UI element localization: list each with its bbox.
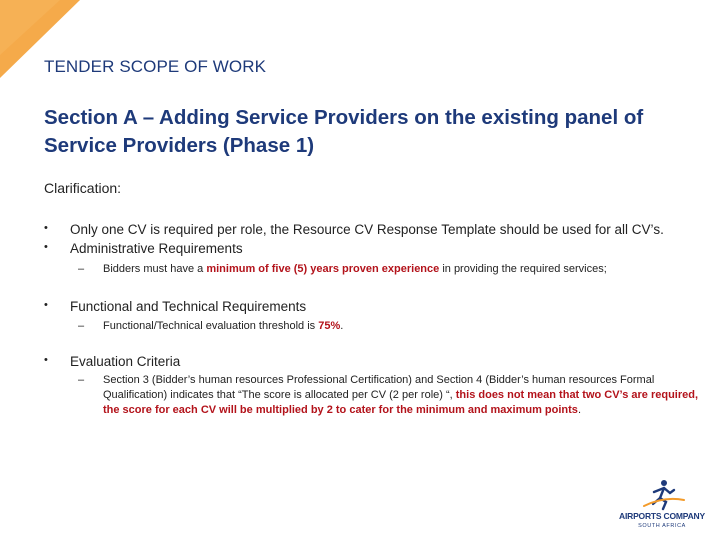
slide-label: TENDER SCOPE OF WORK bbox=[44, 57, 267, 76]
logo-subtitle: SOUTH AFRICA bbox=[638, 523, 686, 529]
bullet-functional-text: Functional and Technical Requirements bbox=[70, 299, 307, 314]
slide-title: Section A – Adding Service Providers on the existing panel of Service Providers (Phase 1) bbox=[44, 106, 644, 157]
bullet-marker: • bbox=[44, 241, 48, 253]
bullet-admin-text: Administrative Requirements bbox=[70, 241, 243, 256]
dash-marker: – bbox=[78, 320, 85, 332]
evaluation-highlight: this does not mean that two CV’s are required, the score for each CV will be multiplied by 2 to cater for the minimum and maximum points bbox=[103, 389, 699, 416]
bullet-marker: • bbox=[44, 299, 48, 311]
bullet-marker: • bbox=[44, 222, 48, 234]
logo-name: AIRPORTS COMPANY bbox=[619, 511, 705, 521]
clarification-heading: Clarification: bbox=[44, 180, 122, 196]
bullet-marker: • bbox=[44, 354, 48, 366]
dash-marker: – bbox=[78, 374, 85, 386]
threshold-highlight: 75% bbox=[318, 320, 341, 332]
evaluation-subitem-text: Section 3 (Bidder’s human resources Professional Certification) and Section 4 (Bidder’s human resources Formal Qualification) indicates that “The score is allocated per CV (2 per role) “, this does not mean that two CV’s are required, the score for each CV will be multiplied by 2 to cater for the minimum and maximum points. bbox=[103, 374, 699, 416]
company-logo bbox=[608, 478, 716, 538]
admin-subitem-text: Bidders must have a minimum of five (5) years proven experience in providing the required services; bbox=[103, 263, 607, 275]
dash-marker: – bbox=[78, 263, 85, 275]
functional-subitem-text: Functional/Technical evaluation threshold is 75%. bbox=[103, 320, 344, 332]
bullet-cv-text: Only one CV is required per role, the Resource CV Response Template should be used for all CV’s. bbox=[70, 222, 664, 237]
runner-swoosh-icon bbox=[608, 478, 716, 512]
admin-highlight: minimum of five (5) years proven experience bbox=[206, 263, 440, 275]
bullet-evaluation-text: Evaluation Criteria bbox=[70, 354, 181, 369]
